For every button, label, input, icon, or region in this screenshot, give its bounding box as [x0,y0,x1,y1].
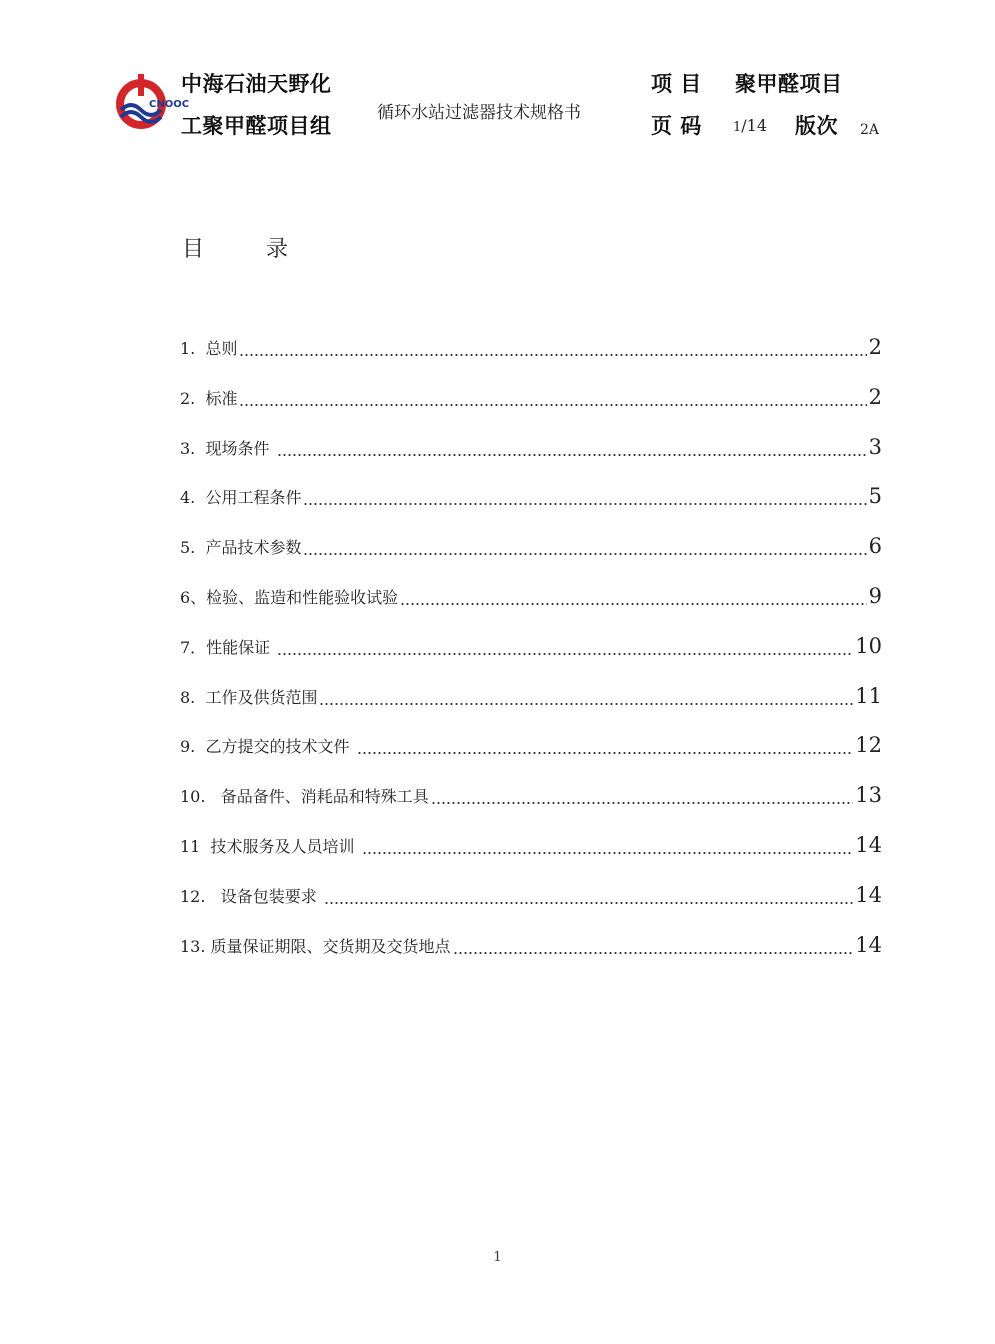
toc-entry-label: 9. 乙方提交的技术文件 [180,737,355,757]
toc-entry-label: 6、检验、监造和性能验收试验 [180,588,399,607]
toc-entry-page: 9 [868,584,882,608]
toc-leader-dots [362,835,854,855]
toc-entry-page: 12 [855,733,882,758]
page-label: 页 码 [651,114,702,138]
toc-entry[interactable] [180,579,882,609]
toc-leader-dots [303,536,866,556]
cnooc-logo-icon [113,70,190,134]
toc-title [182,232,288,263]
toc-entry-page: 13 [855,783,882,808]
toc-entry-label: 7．性能保证 [180,637,276,657]
toc-entry-page: 10 [855,633,882,658]
page-current: 1 [733,120,742,135]
svg-text:CNOOC: CNOOC [149,99,190,110]
toc-leader-dots [239,387,866,407]
toc-entry-label: 1. 总则 [180,339,238,358]
toc-entry-page: 11 [855,683,882,708]
footer-page-number: 1 [493,1250,502,1265]
company-name-line1: 中海石油天野化 [181,72,332,96]
toc-leader-dots [303,486,866,506]
page-total: /14 [741,116,768,135]
toc-entry[interactable] [180,479,882,509]
toc-entry[interactable] [180,430,882,460]
toc-entry[interactable] [180,629,882,659]
toc-entry-page: 6 [868,534,882,559]
toc-title-left: 目 [182,237,205,262]
toc-entry-label: 2. 标准 [180,388,238,408]
document-title: 循环水站过滤器技术规格书 [377,103,581,123]
toc-entry[interactable] [180,728,882,758]
toc-entry-page: 14 [855,932,882,957]
toc-leader-dots [431,785,854,805]
toc-leader-dots [277,437,867,457]
project-value: 聚甲醛项目 [735,72,843,96]
toc-entry-label: 12. 设备包装要求 [180,886,322,906]
toc-leader-dots [453,935,854,955]
toc-leader-dots [239,337,866,357]
toc-entry[interactable] [180,330,882,360]
toc-leader-dots [357,735,854,755]
toc-entry-label: 8. 工作及供货范围 [180,687,318,707]
toc-entry-label: 5. 产品技术参数 [180,538,302,558]
project-label: 项 目 [651,72,702,96]
toc-leader-dots [400,586,866,606]
toc-entry-page: 3 [868,434,882,459]
toc-title-right: 录 [266,237,289,262]
toc-leader-dots [324,885,853,905]
revision-value: 2A [860,122,880,138]
toc-entry-label: 3. 现场条件 [180,438,275,458]
toc-entry-label: 4. 公用工程条件 [180,488,302,508]
toc-entry-page: 14 [855,833,882,857]
toc-entry-page: 14 [855,882,882,907]
toc-entry-page: 5 [868,484,882,509]
toc-entry[interactable] [180,380,882,410]
toc-entry[interactable] [180,679,882,709]
page-value [733,116,767,135]
toc-entry-page: 2 [868,335,882,359]
toc-entry[interactable] [180,778,882,808]
company-name-line2: 工聚甲醛项目组 [181,114,332,138]
toc-entry-label: 11 技术服务及人员培训 [180,837,360,856]
revision-label: 版次 [795,114,838,138]
toc-leader-dots [319,686,853,706]
toc-entry[interactable] [180,529,882,559]
toc-leader-dots [277,636,853,656]
toc-entry-label: 13. 质量保证期限、交货期及交货地点 [180,936,451,956]
toc-entry[interactable] [180,828,882,858]
toc-entry[interactable] [180,928,882,958]
toc-entry-page: 2 [868,384,882,409]
toc-entry[interactable] [180,878,882,908]
toc-entry-label: 10. 备品备件、消耗品和特殊工具 [180,787,429,807]
